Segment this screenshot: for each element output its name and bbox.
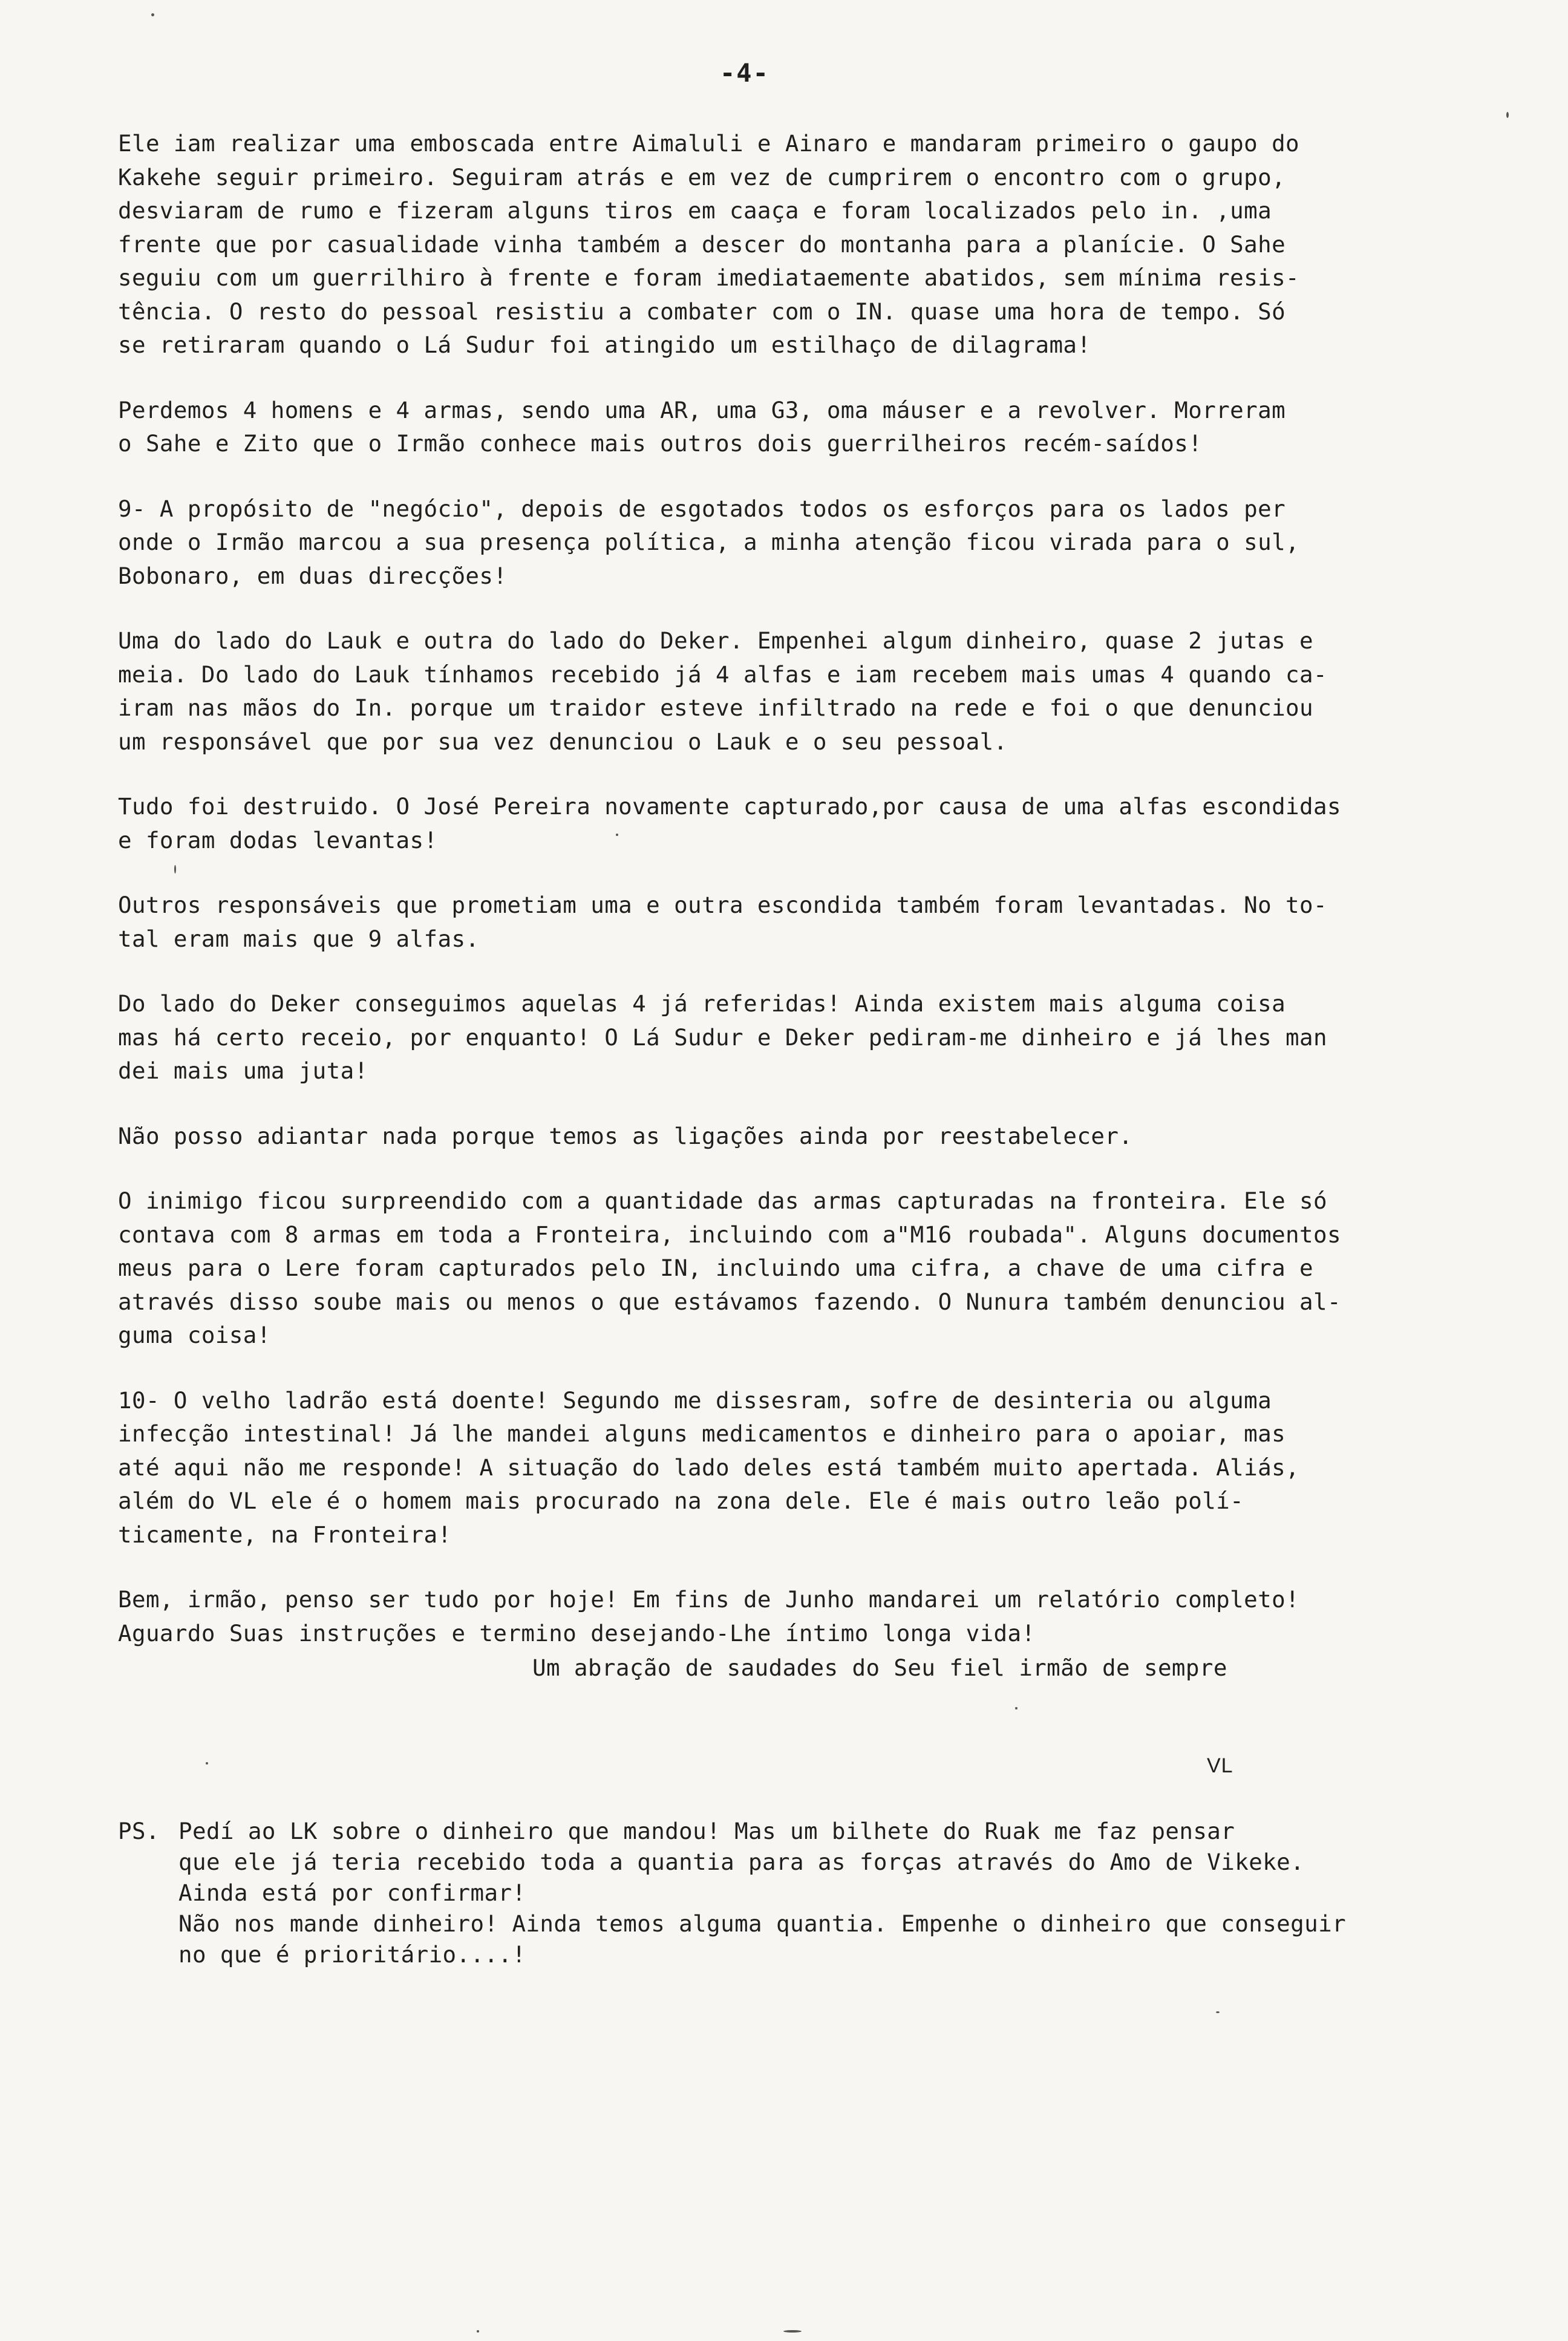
letter-paragraph bbox=[118, 624, 1473, 759]
text-line: Uma do lado do Lauk e outra do lado do Deker. Empenhei algum dinheiro, quase 2 jutas e bbox=[118, 627, 1314, 654]
letter-paragraph bbox=[118, 1120, 1473, 1154]
postscript-body bbox=[178, 1816, 1346, 1970]
letter-paragraph bbox=[118, 1184, 1473, 1353]
text-line: e foram dodas levantas! bbox=[118, 826, 438, 854]
letter-paragraph bbox=[118, 127, 1473, 362]
text-line: o Sahe e Zito que o Irmão conhece mais outros dois guerrilheiros recém-saídos! bbox=[118, 430, 1203, 457]
scan-speck bbox=[1015, 1707, 1018, 1709]
text-line: meus para o Lere foram capturados pelo IN, incluindo uma cifra, a chave de uma cifra e bbox=[118, 1255, 1314, 1281]
postscript-line: Pedí ao LK sobre o dinheiro que mandou! Mas um bilhete do Ruak me faz pensar bbox=[178, 1818, 1235, 1844]
letter-paragraph bbox=[118, 889, 1473, 956]
text-line: Não posso adiantar nada porque temos as ligações ainda por reestabelecer. bbox=[118, 1122, 1133, 1149]
text-line: através disso soube mais ou menos o que estávamos fazendo. O Nunura também denunciou al- bbox=[118, 1288, 1341, 1315]
text-line: seguiu com um guerrilhiro à frente e foram imediataemente abatidos, sem mínima resis- bbox=[118, 264, 1300, 291]
text-line: até aqui não me responde! A situação do lado deles está também muito apertada. Aliás, bbox=[118, 1454, 1300, 1481]
text-line: um responsável que por sua vez denunciou o Lauk e o seu pessoal. bbox=[118, 728, 1008, 755]
text-line: onde o Irmão marcou a sua presença política, a minha atenção ficou virada para o sul, bbox=[118, 529, 1300, 555]
scan-speck bbox=[1216, 2011, 1220, 2013]
text-line: tal eram mais que 9 alfas. bbox=[118, 925, 480, 952]
text-line: guma coisa! bbox=[118, 1322, 271, 1348]
scan-speck bbox=[1506, 112, 1509, 118]
letter-paragraph bbox=[118, 1583, 1473, 1650]
text-line: 9- A propósito de "negócio", depois de esgotados todos os esforços para os lados per bbox=[118, 495, 1286, 522]
closing-salutation: Um abração de saudades do Seu fiel irmão de sempre bbox=[532, 1654, 1227, 1681]
text-line: dei mais uma juta! bbox=[118, 1057, 368, 1084]
scan-speck bbox=[783, 2330, 802, 2333]
text-line: Do lado do Deker conseguimos aquelas 4 já referidas! Ainda existem mais alguma coisa bbox=[118, 990, 1286, 1017]
text-line: Outros responsáveis que prometiam uma e outra escondida também foram levantadas. No to- bbox=[118, 892, 1327, 918]
text-line: O inimigo ficou surpreendido com a quantidade das armas capturadas na fronteira. Ele só bbox=[118, 1187, 1327, 1214]
scan-speck bbox=[206, 1762, 208, 1765]
text-line: Ele iam realizar uma emboscada entre Aimaluli e Ainaro e mandaram primeiro o gaupo do bbox=[118, 130, 1300, 157]
text-line: Bobonaro, em duas direcções! bbox=[118, 562, 508, 589]
text-line: se retiraram quando o Lá Sudur foi atingido um estilhaço de dilagrama! bbox=[118, 331, 1091, 358]
letter-body bbox=[118, 127, 1473, 1682]
postscript-line: no que é prioritário....! bbox=[178, 1941, 526, 1968]
text-line: além do VL ele é o homem mais procurado na zona dele. Ele é mais outro leão polí- bbox=[118, 1487, 1244, 1514]
page-number: -4- bbox=[720, 58, 769, 88]
text-line: ticamente, na Fronteira! bbox=[118, 1521, 452, 1548]
text-line: frente que por casualidade vinha também a descer do montanha para a planície. O Sahe bbox=[118, 230, 1286, 258]
postscript-line: que ele já teria recebido toda a quantia para as forças através do Amo de Vikeke. bbox=[178, 1849, 1305, 1875]
text-line: Kakehe seguir primeiro. Seguiram atrás e em vez de cumprirem o encontro com o grupo, bbox=[118, 163, 1286, 191]
text-line: iram nas mãos do In. porque um traidor esteve infiltrado na rede e foi o que denunciou bbox=[118, 694, 1314, 721]
text-line: meia. Do lado do Lauk tínhamos recebido já 4 alfas e iam recebem mais umas 4 quando ca- bbox=[118, 661, 1327, 688]
text-line: mas há certo receio, por enquanto! O Lá Sudur e Deker pediram-me dinheiro e já lhes man bbox=[118, 1024, 1327, 1051]
text-line: Bem, irmão, penso ser tudo por hoje! Em fins de Junho mandarei um relatório completo! bbox=[118, 1586, 1300, 1613]
text-line: tência. O resto do pessoal resistiu a combater com o IN. quase uma hora de tempo. Só bbox=[118, 298, 1286, 325]
letter-paragraph bbox=[118, 1384, 1473, 1552]
scan-speck bbox=[151, 13, 154, 16]
text-line: 10- O velho ladrão está doente! Segundo me dissesram, sofre de desinteria ou alguma bbox=[118, 1386, 1272, 1414]
text-line: Perdemos 4 homens e 4 armas, sendo uma AR, uma G3, oma máuser e a revolver. Morreram bbox=[118, 396, 1286, 423]
postscript-label: PS. bbox=[118, 1818, 160, 1844]
text-line: contava com 8 armas em toda a Fronteira, incluindo com a"M16 roubada". Alguns documentos bbox=[118, 1221, 1341, 1248]
postscript-line: Não nos mande dinheiro! Ainda temos alguma quantia. Empenhe o dinheiro que conseguir bbox=[178, 1910, 1347, 1937]
scan-speck bbox=[477, 2330, 479, 2333]
signature-initials: VL bbox=[1207, 1754, 1233, 1777]
text-line: Tudo foi destruido. O José Pereira novamente capturado,por causa de uma alfas escondidas bbox=[118, 793, 1341, 820]
scan-speck bbox=[174, 865, 176, 873]
text-line: Aguardo Suas instruções e termino desejando-Lhe íntimo longa vida! bbox=[118, 1619, 1036, 1647]
letter-paragraph bbox=[118, 790, 1473, 857]
letter-paragraph bbox=[118, 987, 1473, 1088]
text-line: desviaram de rumo e fizeram alguns tiros em caaça e foram localizados pelo in. ,uma bbox=[118, 197, 1272, 224]
text-line: infecção intestinal! Já lhe mandei alguns medicamentos e dinheiro para o apoiar, mas bbox=[118, 1420, 1286, 1447]
scan-speck bbox=[616, 834, 618, 836]
letter-paragraph bbox=[118, 394, 1473, 461]
postscript-line: Ainda está por confirmar! bbox=[178, 1879, 526, 1906]
letter-paragraph bbox=[118, 492, 1473, 593]
